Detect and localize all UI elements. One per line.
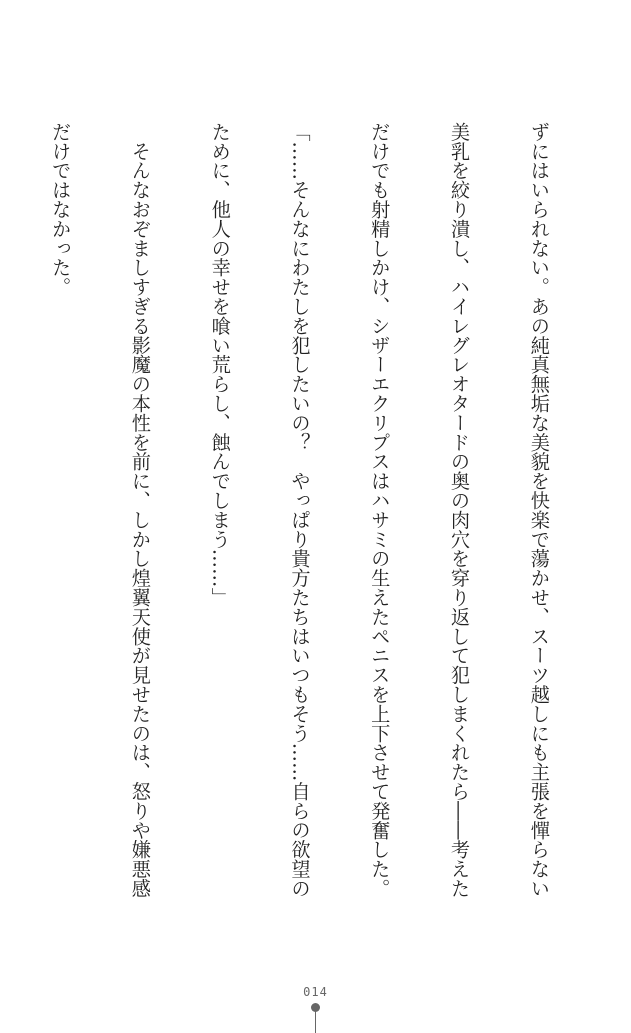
text-line: だけではなかった。: [49, 122, 73, 297]
body-text: [0, 122, 605, 942]
text-line: そんなおぞましすぎる影魔の本性を前に、しかし煌翼天使が見せたのは、怒りや嫌悪感: [128, 122, 152, 898]
page-number: 014: [303, 985, 328, 999]
text-line: だけでも射精しかけ、シザーエクリプスはハサミの生えたペニスを上下させて発奮した。: [368, 122, 392, 898]
text-line: ずにはいられない。あの純真無垢な美貌を快楽で蕩かせ、スーツ越しにも主張を憚らない: [527, 122, 551, 898]
text-line: 「……そんなにわたしを犯したいの？ やっぱり貴方たちはいつもそう……自らの欲望の: [288, 122, 312, 898]
page-number-rule: [315, 1011, 316, 1033]
text-line: 美乳を絞り潰し、ハイレグレオタードの奥の肉穴を穿り返して犯しまくれたら――考えた: [448, 122, 472, 898]
text-line: ために、他人の幸せを喰い荒らし、蝕んでしまう……」: [208, 122, 232, 607]
